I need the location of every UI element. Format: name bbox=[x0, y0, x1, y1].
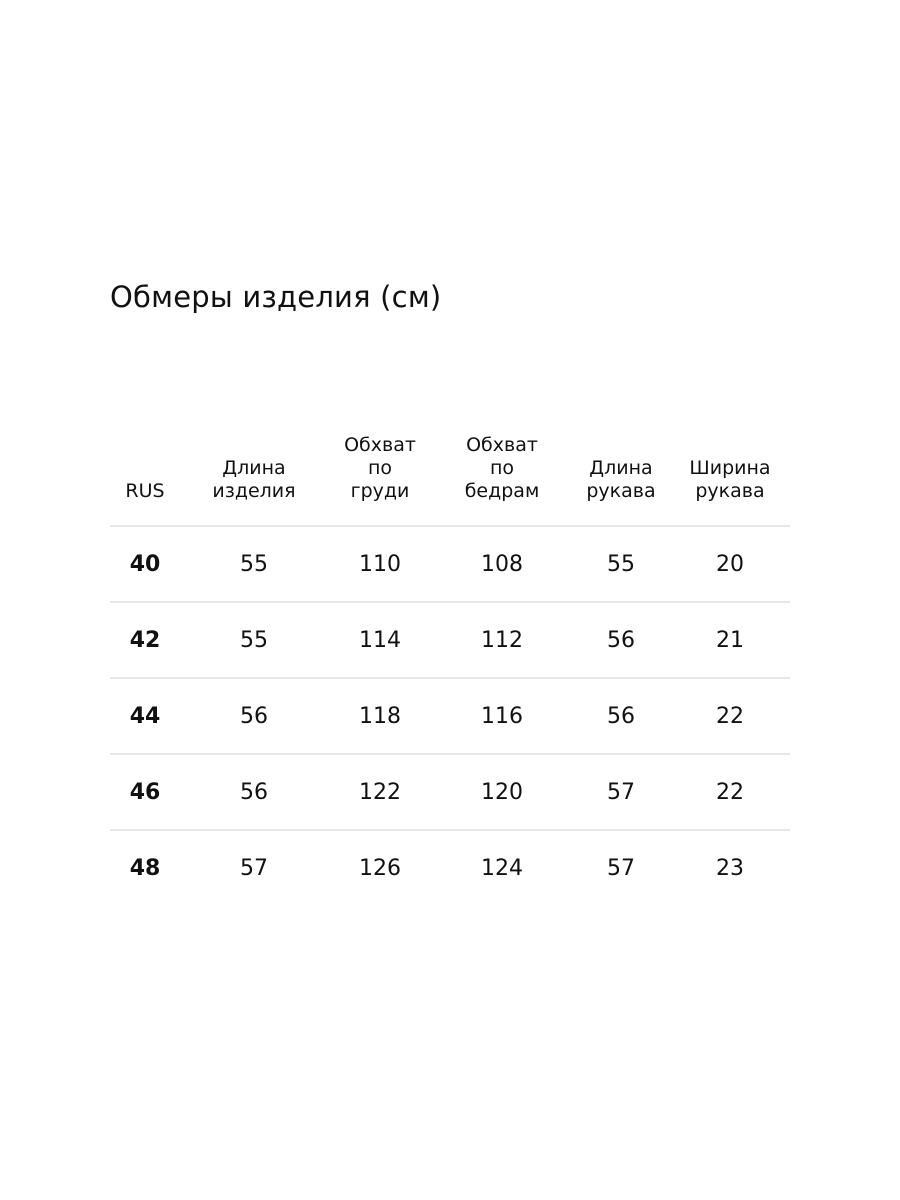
page-title: Обмеры изделия (см) bbox=[110, 280, 442, 314]
header-sleeve-length bbox=[572, 425, 670, 526]
header-line: бедрам bbox=[464, 480, 540, 502]
table-cell: 120 bbox=[432, 754, 572, 830]
table-cell: 57 bbox=[240, 855, 268, 881]
table-cell: 20 bbox=[670, 526, 790, 602]
header-line: изделия bbox=[212, 480, 296, 502]
header-line: Длина bbox=[222, 457, 286, 479]
table-cell: 55 bbox=[180, 602, 328, 678]
table-cell: 56 bbox=[180, 678, 328, 754]
table-cell: 126 bbox=[359, 855, 401, 881]
table-cell: 118 bbox=[328, 678, 432, 754]
size-cell: 48 bbox=[129, 855, 161, 881]
size-cell: 44 bbox=[110, 678, 180, 754]
table-cell: 56 bbox=[180, 754, 328, 830]
size-cell: 42 bbox=[110, 602, 180, 678]
table-cell: 57 bbox=[572, 754, 670, 830]
table-cell: 122 bbox=[328, 754, 432, 830]
size-cell: 46 bbox=[110, 754, 180, 830]
header-line: по bbox=[489, 457, 515, 479]
table-row bbox=[110, 754, 790, 830]
size-cell: 40 bbox=[110, 526, 180, 602]
table-header-row bbox=[110, 425, 790, 526]
table-cell: 55 bbox=[180, 526, 328, 602]
table-row bbox=[110, 602, 790, 678]
header-sleeve-width bbox=[670, 425, 790, 526]
header-line: по bbox=[367, 457, 393, 479]
table-cell: 22 bbox=[670, 754, 790, 830]
header-chest-girth bbox=[328, 425, 432, 526]
header-line: Ширина bbox=[689, 457, 771, 479]
header-line: груди bbox=[350, 480, 410, 502]
header-line: рукава bbox=[695, 480, 765, 502]
table-row bbox=[110, 678, 790, 754]
table-cell: 110 bbox=[328, 526, 432, 602]
table-cell: 22 bbox=[670, 678, 790, 754]
table-row bbox=[110, 830, 790, 905]
table-cell: 56 bbox=[572, 678, 670, 754]
table-cell: 21 bbox=[670, 602, 790, 678]
table-cell: 116 bbox=[432, 678, 572, 754]
table-row bbox=[110, 526, 790, 602]
table-cell: 23 bbox=[716, 855, 744, 881]
table-cell: 114 bbox=[328, 602, 432, 678]
table-cell: 57 bbox=[607, 855, 635, 881]
table-cell: 55 bbox=[572, 526, 670, 602]
size-table bbox=[110, 425, 790, 905]
header-hip-girth bbox=[432, 425, 572, 526]
header-line: Длина bbox=[589, 457, 653, 479]
table-cell: 112 bbox=[432, 602, 572, 678]
header-line: Обхват bbox=[466, 434, 538, 456]
header-rus bbox=[110, 425, 180, 526]
table-cell: 124 bbox=[481, 855, 523, 881]
table-cell: 108 bbox=[432, 526, 572, 602]
header-line: RUS bbox=[125, 480, 165, 502]
header-line: рукава bbox=[586, 480, 656, 502]
header-product-length bbox=[180, 425, 328, 526]
header-line: Обхват bbox=[344, 434, 416, 456]
table-cell: 56 bbox=[572, 602, 670, 678]
